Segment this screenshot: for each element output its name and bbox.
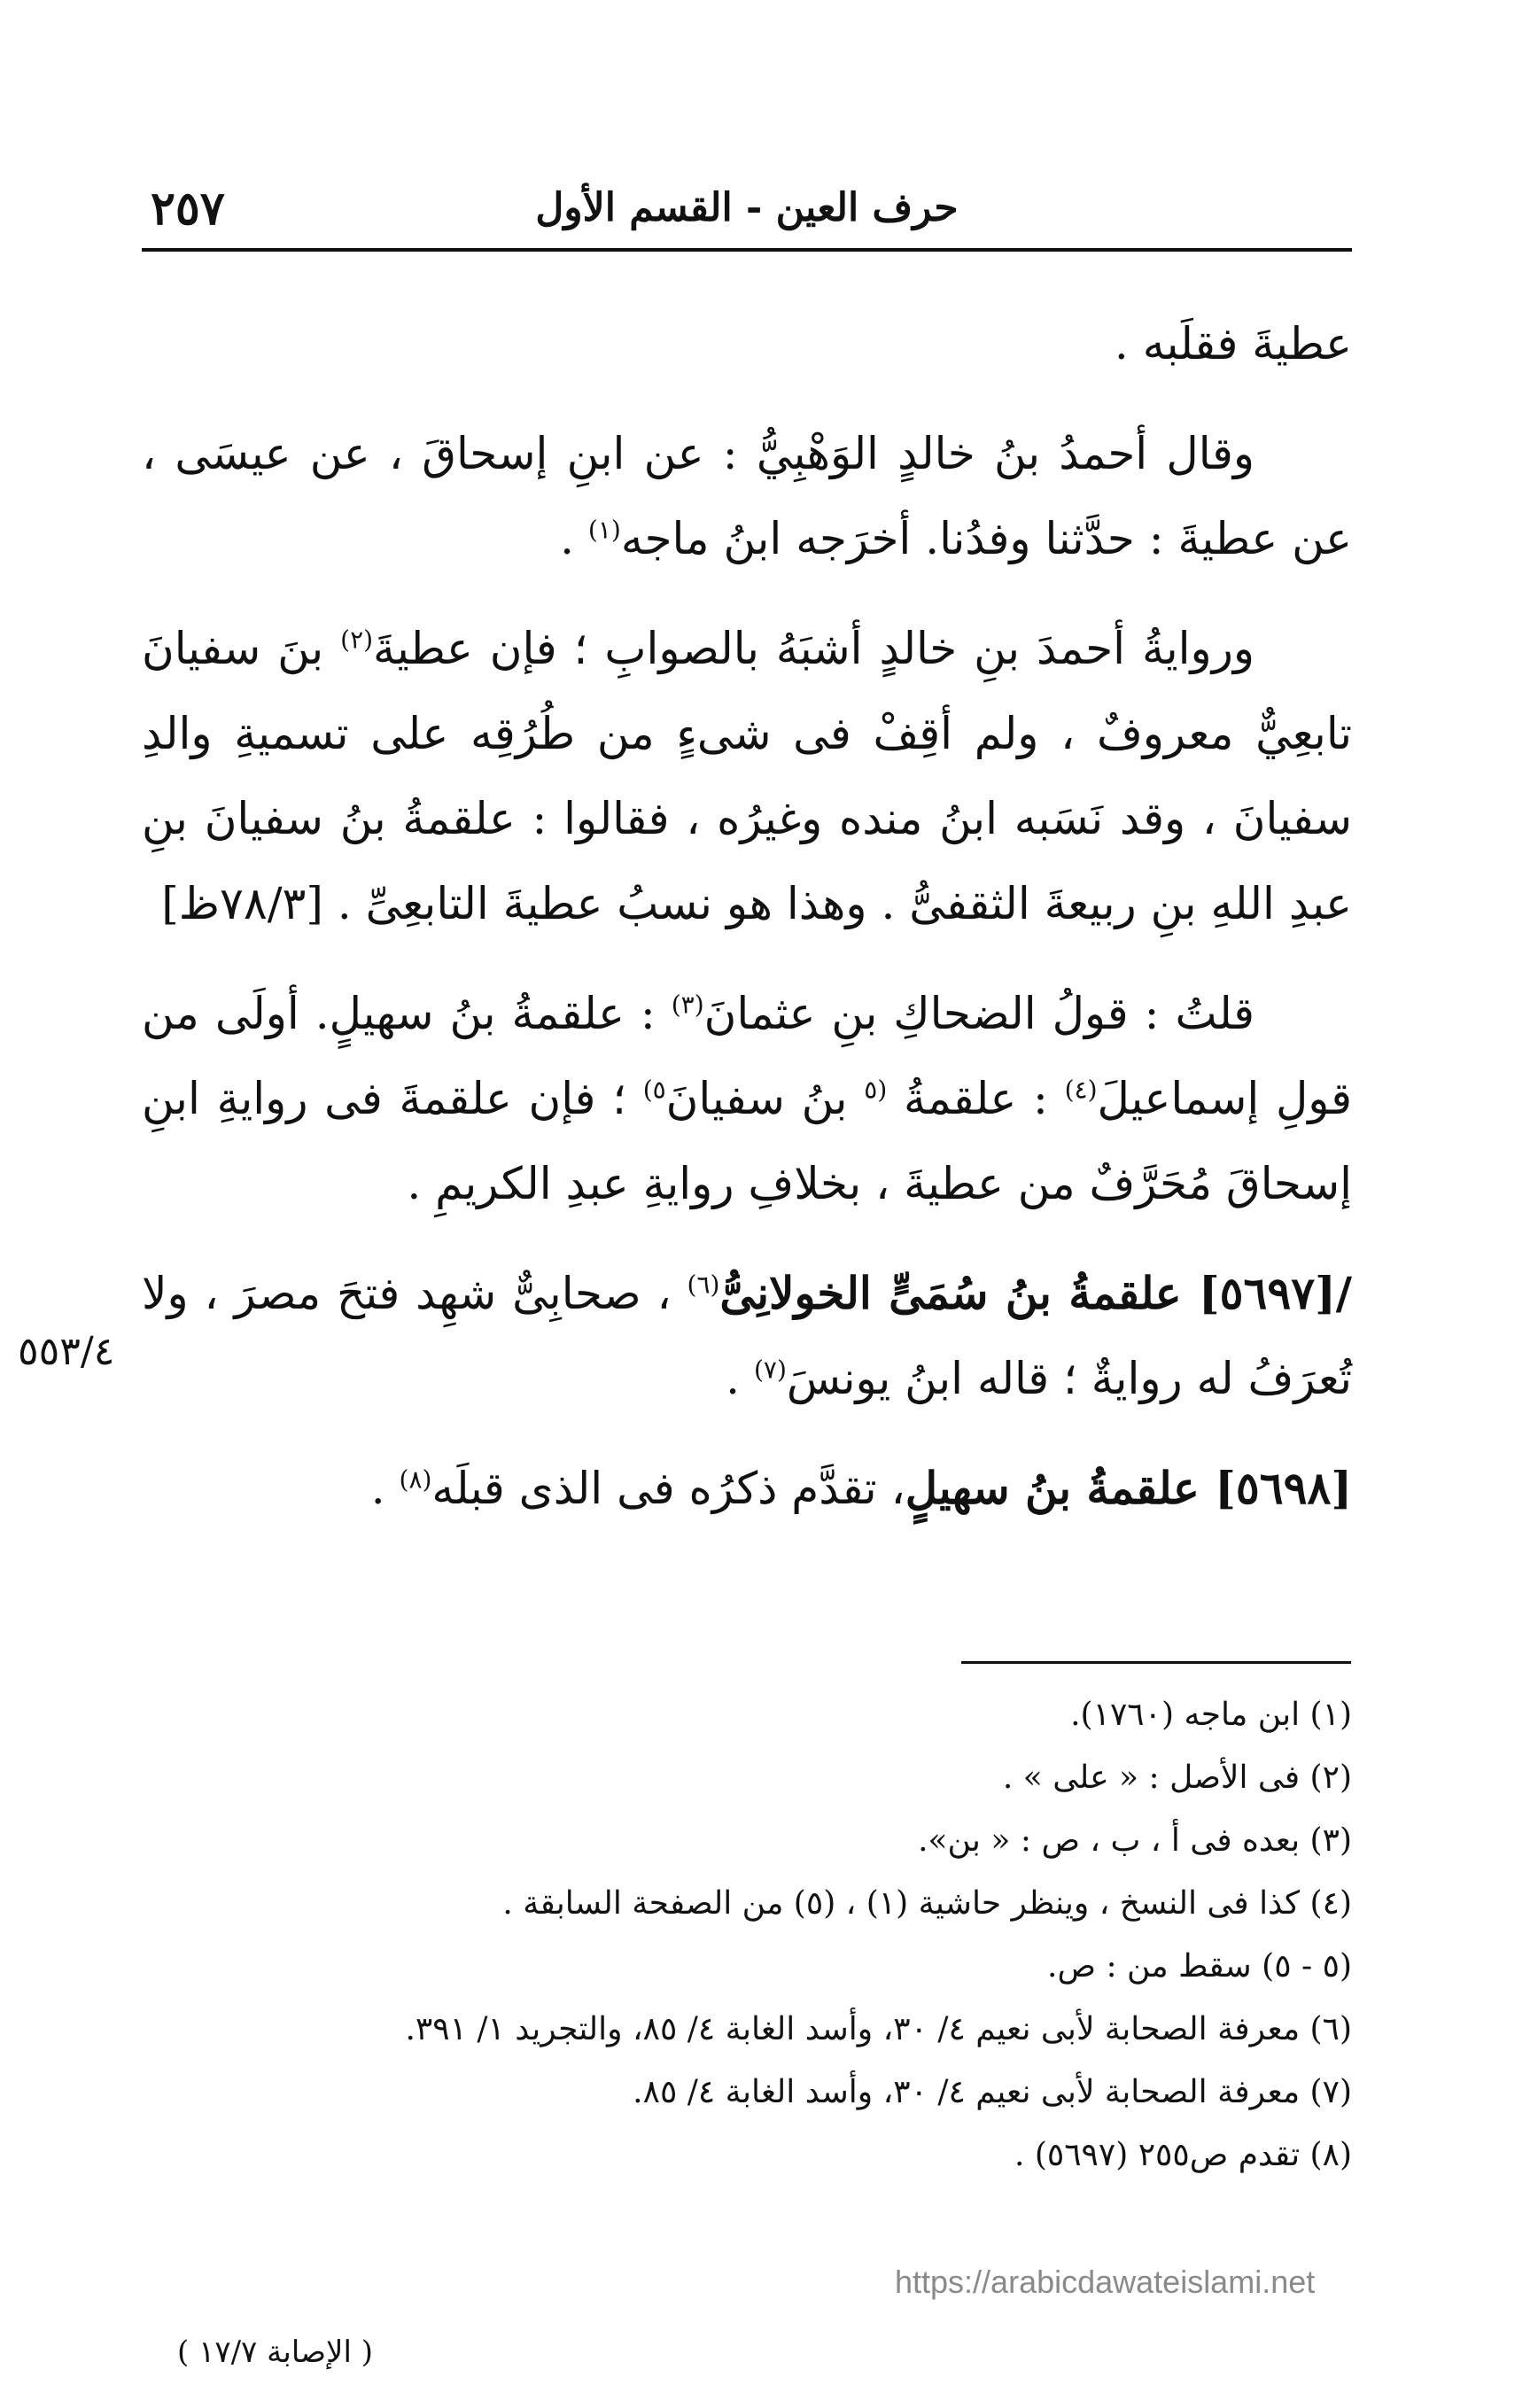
- footnote-rule: [961, 1661, 1351, 1664]
- margin-reference: ٥٥٣/٤: [18, 1329, 115, 1374]
- entry-name: علقمةُ بنُ سُمَىٍّ الخولانِىُّ: [719, 1267, 1199, 1319]
- paragraph-2: [142, 411, 1352, 581]
- paragraph-4-text-c: : علقمةُ: [887, 1073, 1065, 1124]
- entry-text: ، تقدَّم ذكرُه فى الذى قبلَه: [431, 1463, 905, 1514]
- footnote-5: (٥ - ٥) سقط من : ص.: [1047, 1948, 1352, 1985]
- page-number: ٢٥٧: [151, 182, 225, 236]
- footnotes: [142, 1683, 1352, 2187]
- footnote-ref-5-close[interactable]: ٥): [642, 1075, 666, 1105]
- entry-5697: [142, 1251, 1352, 1421]
- footnote-ref-2[interactable]: (٢): [340, 625, 374, 655]
- manuscript-folio-marker: [٧٨/٣ظ]: [161, 878, 323, 929]
- printer-signature: ( الإصابة ١٧/٧ ): [177, 2334, 373, 2370]
- footnote-ref-1[interactable]: (١): [587, 515, 621, 545]
- footnote-1: (١) ابن ماجه (١٧٦٠).: [1070, 1697, 1352, 1733]
- footnote-8: (٨) تقدم ص٢٥٥ (٥٦٩٧) .: [1014, 2137, 1352, 2173]
- paragraph-2-text: وقال أحمدُ بنُ خالدٍ الوَهْبِيُّ : عن ابنِ إسحاقَ ، عن عيسَى ، عن عطيةَ : حدَّثنا وفدُنا. أخرَجه ابنُ ماجه: [142, 428, 1352, 564]
- paragraph-3-text-a: وروايةُ أحمدَ بنِ خالدٍ أشبَهُ بالصوابِ ؛ فإن عطيةَ: [373, 623, 1254, 674]
- paragraph-4-text-a: قلتُ : قولُ الضحاكِ بنِ عثمانَ: [703, 988, 1254, 1039]
- footnote-ref-5-open[interactable]: (٥: [864, 1075, 888, 1105]
- entry-5698: [142, 1446, 1352, 1531]
- entry-name: علقمةُ بنُ سهيلٍ: [905, 1462, 1216, 1514]
- entry-end: .: [370, 1463, 400, 1514]
- footnote-4: (٤) كذا فى النسخ ، وينظر حاشية (١) ، (٥) من الصفحة السابقة .: [502, 1885, 1352, 1922]
- paragraph-3-text-b: بنَ سفيانَ تابعِيٌّ معروفٌ ، ولم أقِفْ فى شىءٍ من طُرُقِه على تسميةِ والدِ سفيانَ ، وقد نَسَبه ابنُ منده وغيرُه ، فقالوا : علقمةُ بنُ سفيانَ بنِ عبدِ اللهِ بنِ ربيعةَ الثقفىُّ . وهذا هو نسبُ عطيةَ التابعِىِّ .: [142, 623, 1352, 929]
- footnote-ref-4[interactable]: (٤): [1064, 1075, 1098, 1105]
- footnote-ref-3[interactable]: (٣): [671, 990, 704, 1020]
- paragraph-4: [142, 971, 1352, 1226]
- header-rule: [142, 248, 1352, 252]
- paragraph-1-text: عطيةَ فقلَبه .: [1114, 318, 1352, 369]
- page-header: [142, 182, 1352, 244]
- paragraph-4-text-d: بنُ سفيانَ: [665, 1073, 865, 1124]
- paragraph-3: [142, 606, 1352, 946]
- entry-end: .: [726, 1353, 754, 1404]
- footnote-ref-6[interactable]: (٦): [687, 1270, 720, 1300]
- footnote-ref-7[interactable]: (٧): [753, 1355, 787, 1385]
- paragraph-1: [142, 301, 1352, 386]
- footnote-ref-8[interactable]: (٨): [399, 1464, 432, 1495]
- source-watermark: https://arabicdawateislami.net: [895, 2264, 1316, 2300]
- paragraph-4-text-b: : علقمةُ بنُ سهيلٍ. أولَى من قولِ إسماعيلَ: [142, 988, 1353, 1124]
- entry-number: [٥٦٩٨]: [1215, 1462, 1352, 1514]
- entry-text: ، صحابِىٌّ شهِد فتحَ مصرَ ، ولا تُعرَفُ له روايةٌ ؛ قاله ابنُ يونسَ: [142, 1268, 1352, 1404]
- main-text: [142, 301, 1352, 1556]
- footnote-2: (٢) فى الأصل : « على » .: [1002, 1759, 1352, 1796]
- paragraph-2-end: .: [560, 513, 588, 564]
- footnote-7: (٧) معرفة الصحابة لأبى نعيم ٤/ ٣٠، وأسد الغابة ٤/ ٨٥.: [633, 2074, 1352, 2110]
- running-head: حرف العين - القسم الأول: [535, 185, 959, 230]
- paragraph-4-text-e: ؛ فإن علقمةَ فى روايةِ ابنِ إسحاقَ مُحَرَّفٌ من عطيةَ ، بخلافِ روايةِ عبدِ الكريمِ .: [142, 1073, 1352, 1209]
- footnote-3: (٣) بعده فى أ ، ب ، ص : « بن».: [918, 1822, 1352, 1859]
- footnote-6: (٦) معرفة الصحابة لأبى نعيم ٤/ ٣٠، وأسد الغابة ٤/ ٨٥، والتجريد ١/ ٣٩١.: [405, 2011, 1352, 2047]
- entry-number: /[٥٦٩٧]: [1198, 1267, 1352, 1319]
